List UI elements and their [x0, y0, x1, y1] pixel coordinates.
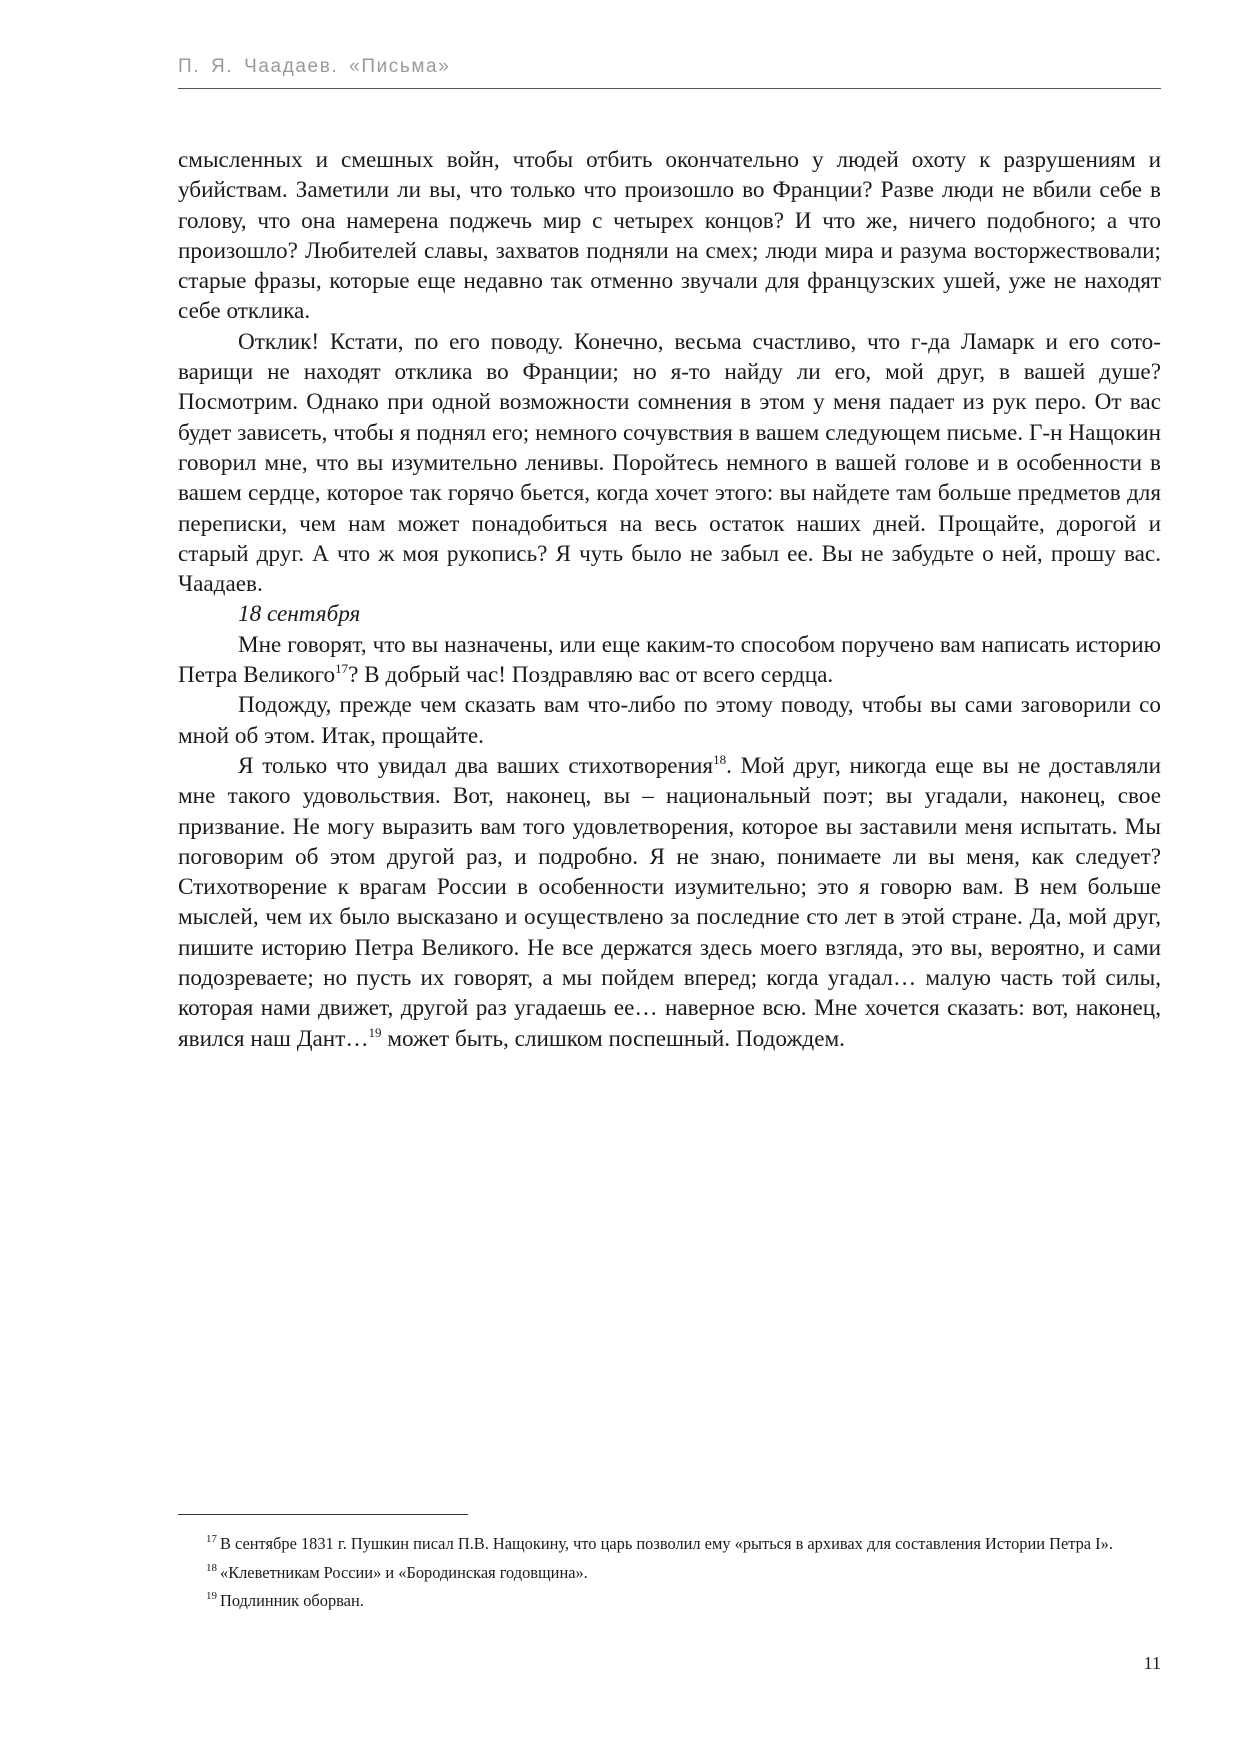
- page-number: 11: [1143, 1653, 1161, 1673]
- footnote-19: [178, 1590, 1161, 1612]
- paragraph-5-text-c: может быть, слишком поспешный. Подождем.: [381, 1025, 845, 1052]
- paragraph-5-text-b: . Мой друг, никогда еще вы не доставляли мне такого удовольствия. Вот, наконец, вы – национальный поэт; вы угадали, наконец, свое призвание. Не могу выразить вам того удовлетворения, которое вы заставили меня испытать. Мы поговорим об этом другой раз, и подробно. Я не знаю, понимаете ли вы меня, как следует? Стихотворение к врагам России в особенности изумительно; это я говорю вам. В нем больше мыслей, чем их было высказано и осуществлено за последние сто лет в этой стране. Да, мой друг, пишите историю Петра Великого. Не все держатся здесь моего взгляда, это вы, вероятно, и сами подозреваете; но пусть их говорят, а мы пойдем вперед; когда угадал… малую часть той силы, которая нами движет, другой раз угадаешь ее… наверное всю. Мне хочется сказать: вот, наконец, явился наш Дант…: [178, 752, 1161, 1052]
- footnote-text: «Клеветникам России» и «Бородинская годовщина».: [220, 1562, 588, 1582]
- paragraph-2: Отклик! Кстати, по его поводу. Конечно, весьма счастливо, что г-да Ламарк и его сотоварищи не находят отклика во Франции; но я-то найду ли его, мой друг, в вашей душе? Посмотрим. Однако при одной возможности сомнения в этом у меня падает из рук перо. От вас будет зависеть, чтобы я поднял его; немного сочувствия в вашем следующем письме. Г-н Нащокин говорил мне, что вы изумительно ленивы. Поройтесь немного в вашей голове и в особенности в вашем сердце, которое так горячо бьется, когда хочет этого: вы найдете там больше предметов для переписки, чем нам может понадобиться на весь остаток наших дней. Прощайте, дорогой и старый друг. А что ж моя рукопись? Я чуть было не забыл ее. Вы не забудьте о ней, прошу вас. Чаадаев.: [178, 328, 1161, 598]
- paragraph-3-text-a: Мне говорят, что вы назначены, или еще каким-то способом поручено вам написать историю Петра Великого: [178, 631, 1161, 689]
- footnote-number: 19: [206, 1590, 217, 1602]
- paragraph-4: Подожду, прежде чем сказать вам что-либо по этому поводу, чтобы вы сами заговорили со мной об этом. Итак, прощайте.: [178, 692, 1161, 749]
- footnote-ref-17[interactable]: 17: [335, 661, 349, 677]
- footnote-rule: [178, 1514, 468, 1515]
- paragraph-1: смысленных и смешных войн, чтобы отбить окончательно у людей охоту к разрушениям и убийствам. Заметили ли вы, что только что произошло во Франции? Разве люди не вбили себе в голову, что она намерена поджечь мир с четырех концов? И что же, ничего подобного; а что произошло? Любителей славы, захватов подняли на смех; люди мира и разума восторжествовали; старые фразы, которые еще недавно так отменно звучали для французских ушей, уже не находят себе отклика.: [178, 147, 1161, 325]
- running-head: П. Я. Чаадаев. «Письма»: [178, 56, 451, 77]
- footnote-text: Подлинник оборван.: [220, 1591, 364, 1610]
- footnote-17: [178, 1533, 1161, 1555]
- footnote-18: [178, 1562, 1161, 1584]
- footnotes: [178, 1533, 1161, 1619]
- footnote-number: 17: [206, 1533, 217, 1545]
- letter-date: 18 сентября: [238, 601, 361, 628]
- paragraph-3: [178, 630, 1161, 691]
- header-rule: [178, 88, 1161, 89]
- main-text: [178, 145, 1161, 1054]
- footnote-number: 18: [206, 1561, 217, 1574]
- paragraph-3-text-b: ? В добрый час! Поздравляю вас от всего сердца.: [348, 662, 834, 689]
- footnote-ref-19[interactable]: 19: [368, 1024, 382, 1040]
- footnote-ref-18[interactable]: 18: [713, 751, 727, 767]
- paragraph-5: [178, 751, 1161, 1054]
- paragraph-5-text-a: Я только что увидал два ваших стихотворения: [238, 752, 714, 779]
- footnote-text: В сентябре 1831 г. Пушкин писал П.В. Нащокину, что царь позволил ему «рыться в архивах для составления Истории Петра I».: [220, 1534, 1113, 1553]
